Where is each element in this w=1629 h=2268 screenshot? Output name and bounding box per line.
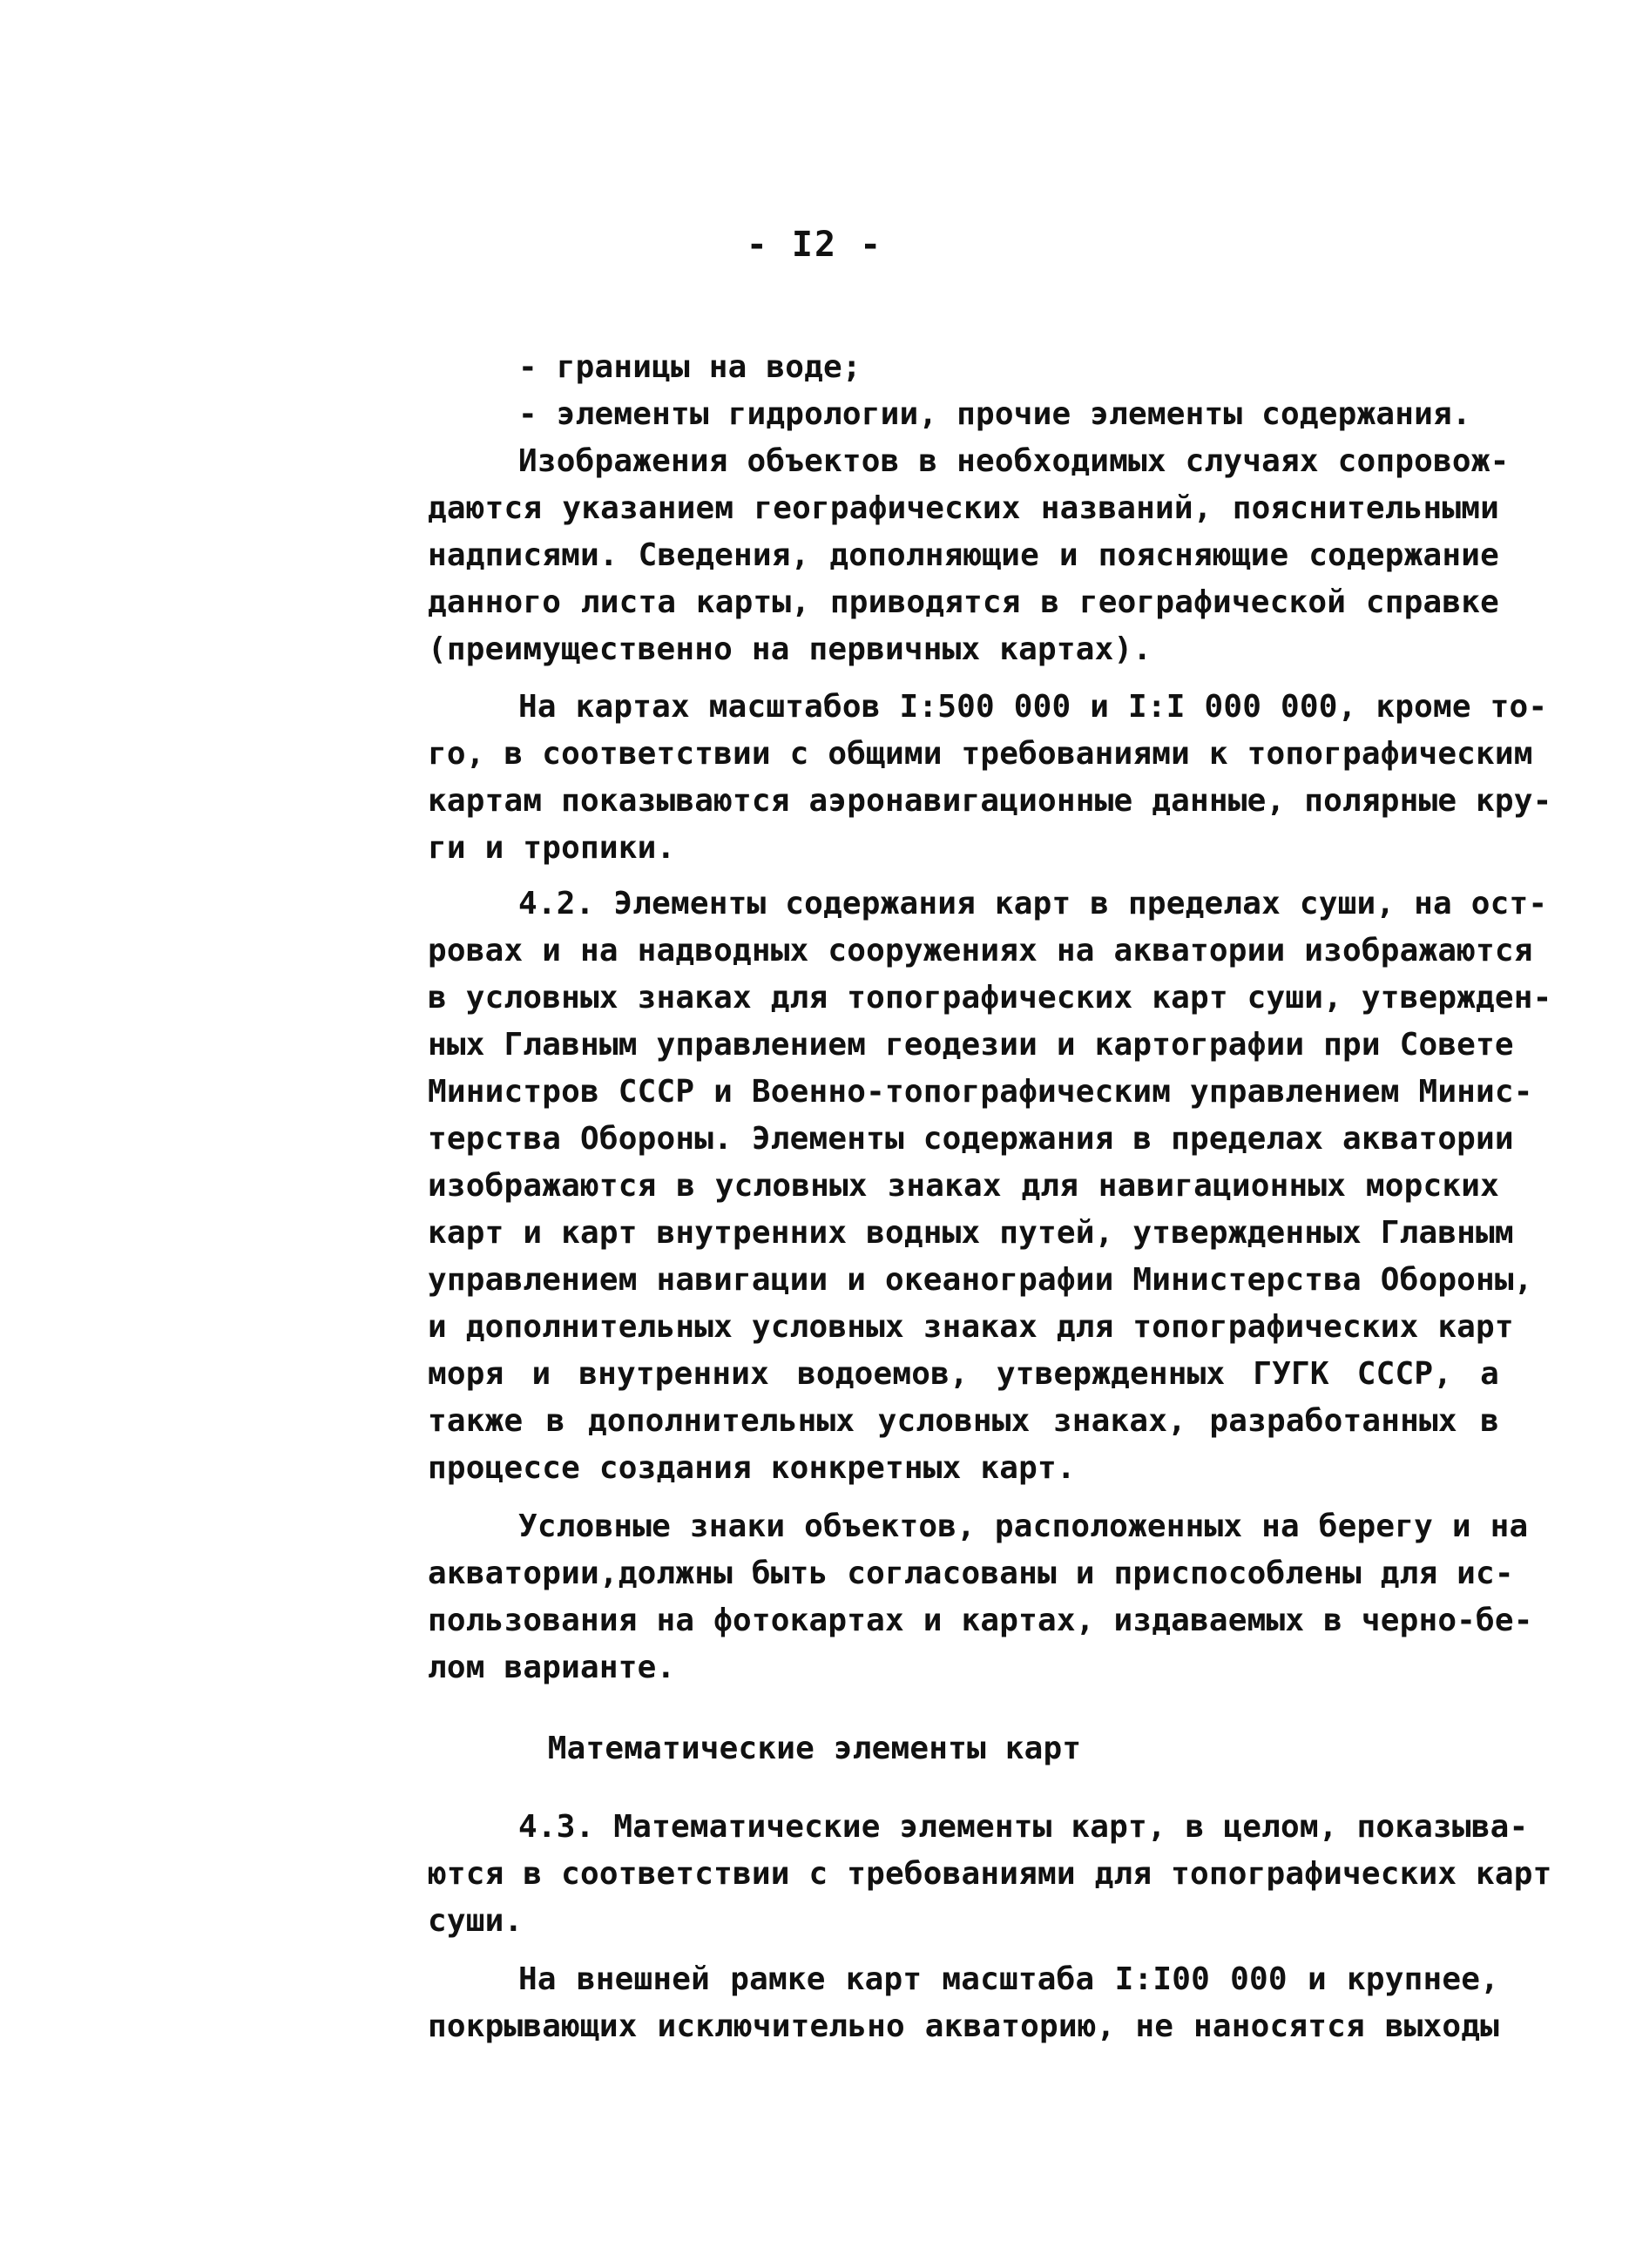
paragraph-line: ных Главным управлением геодезии и картографии при Совете — [428, 1027, 1514, 1063]
paragraph-line: Условные знаки объектов, расположенных на берегу и на — [518, 1509, 1529, 1544]
paragraph-line: покрывающих исключительно акваторию, не наносятся выходы — [428, 2008, 1499, 2044]
paragraph-line: ются в соответствии с требованиями для топографических карт — [428, 1856, 1552, 1892]
paragraph-line: и дополнительных условных знаках для топографических карт — [428, 1309, 1514, 1345]
paragraph-line: суши. — [428, 1903, 524, 1939]
list-item-hydrology: - элементы гидрологии, прочие элементы содержания. — [518, 396, 1471, 432]
paragraph-line: Изображения объектов в необходимых случаях сопровож- — [518, 443, 1510, 479]
paragraph-line: (преимущественно на первичных картах). — [428, 631, 1152, 667]
paragraph-line: На внешней рамке карт масштаба I:I00 000 и крупнее, — [518, 1961, 1499, 1997]
paragraph-line: также в дополнительных условных знаках, разработанных в — [428, 1403, 1499, 1439]
paragraph-line: терства Обороны. Элементы содержания в пределах акватории — [428, 1121, 1514, 1157]
paragraph-line: в условных знаках для топографических карт суши, утвержден- — [428, 980, 1552, 1016]
paragraph-line: картам показываются аэронавигационные данные, полярные кру- — [428, 783, 1552, 819]
paragraph-line: На картах масштабов I:500 000 и I:I 000 000, кроме то- — [518, 689, 1548, 725]
section-heading: Математические элементы карт — [547, 1731, 1082, 1766]
paragraph-line: 4.3. Математические элементы карт, в целом, показыва- — [518, 1809, 1529, 1845]
paragraph-line: го, в соответствии с общими требованиями к топографическим — [428, 736, 1533, 772]
paragraph-line: ги и тропики. — [428, 830, 676, 866]
paragraph-line: пользования на фотокартах и картах, издаваемых в черно-бе- — [428, 1603, 1533, 1638]
list-item-water-borders: - границы на воде; — [518, 349, 862, 385]
paragraph-line: данного листа карты, приводятся в географической справке — [428, 584, 1499, 620]
paragraph-line: карт и карт внутренних водных путей, утвержденных Главным — [428, 1215, 1514, 1251]
paragraph-line: моря и внутренних водоемов, утвержденных ГУГК СССР, а — [428, 1356, 1499, 1392]
page-number: - I2 - — [746, 225, 883, 265]
paragraph-line: процессе создания конкретных карт. — [428, 1450, 1076, 1486]
paragraph-line: даются указанием географических названий, пояснительными — [428, 490, 1499, 526]
paragraph-line: Министров СССР и Военно-топографическим управлением Минис- — [428, 1074, 1533, 1110]
paragraph-line: управлением навигации и океанографии Министерства Обороны, — [428, 1262, 1533, 1298]
paragraph-line: изображаются в условных знаках для навигационных морских — [428, 1168, 1499, 1204]
paragraph-line: надписями. Сведения, дополняющие и поясняющие содержание — [428, 537, 1499, 573]
paragraph-line: 4.2. Элементы содержания карт в пределах суши, на ост- — [518, 886, 1548, 921]
paragraph-line: акватории,должны быть согласованы и приспособлены для ис- — [428, 1556, 1514, 1591]
paragraph-line: лом варианте. — [428, 1650, 676, 1685]
paragraph-line: ровах и на надводных сооружениях на акватории изображаются — [428, 933, 1533, 969]
